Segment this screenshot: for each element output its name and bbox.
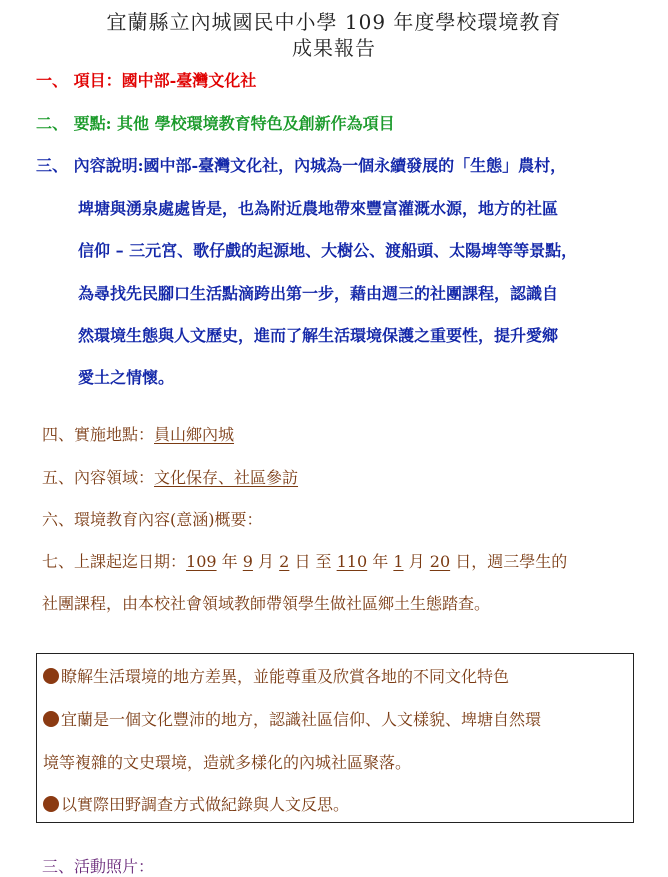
summary-text: 瞭解生活環境的地方差異，並能尊重及欣賞各地的不同文化特色 bbox=[61, 667, 510, 686]
item-description-line: 為尋找先民腳口生活點滴跨出第一步，藉由週三的社團課程，認識自 bbox=[78, 284, 559, 303]
summary-text: 宜蘭是一個文化豐沛的地方，認識社區信仰、人文樣貌、埤塘自然環 bbox=[61, 710, 542, 729]
item-description-line: 信仰 – 三元宮、歌仔戲的起源地、大樹公、渡船頭、太陽埤等等景點， bbox=[78, 241, 578, 260]
summary-text: 以實際田野調查方式做紀錄與人文反思。 bbox=[61, 795, 350, 814]
item-description-line: 三、 內容說明:國中部-臺灣文化社，內城為一個永續發展的「生態」農村， bbox=[36, 156, 567, 175]
item-dates-line2: 社團課程，由本校社會領域教師帶領學生做社區鄉土生態踏查。 bbox=[42, 594, 491, 613]
summary-box bbox=[36, 653, 634, 823]
summary-bullet bbox=[43, 664, 509, 687]
report-title-line2: 成果報告 bbox=[292, 36, 376, 60]
photos-heading: 三、活動照片： bbox=[42, 857, 155, 876]
end-month: 1 bbox=[393, 552, 404, 571]
start-day: 2 bbox=[279, 552, 290, 571]
item-project: 一、 項目：國中部-臺灣文化社 bbox=[36, 71, 257, 90]
item-dates bbox=[42, 549, 567, 572]
dates-text: 日，週三學生的 bbox=[455, 552, 568, 571]
end-day: 20 bbox=[429, 552, 451, 571]
location-label: 四、實施地點： bbox=[42, 425, 155, 444]
dates-label: 七、上課起迄日期： bbox=[42, 552, 187, 571]
item-description-line: 愛土之情懷。 bbox=[78, 368, 175, 387]
summary-bullet bbox=[43, 707, 541, 730]
item-description-line: 然環境生態與人文歷史，進而了解生活環境保護之重要性，提升愛鄉 bbox=[78, 326, 559, 345]
domain-value: 文化保存、社區參訪 bbox=[154, 468, 299, 487]
bullet-dot-icon bbox=[43, 796, 59, 812]
bullet-dot-icon bbox=[43, 668, 59, 684]
summary-text-continued: 境等複雜的文史環境，造就多樣化的內城社區聚落。 bbox=[43, 753, 412, 772]
item-location bbox=[42, 422, 234, 445]
location-value: 員山鄉內城 bbox=[154, 425, 235, 444]
item-key-point: 二、 要點: 其他 學校環境教育特色及創新作為項目 bbox=[36, 114, 395, 133]
end-year: 110 bbox=[336, 552, 368, 571]
bullet-dot-icon bbox=[43, 711, 59, 727]
summary-bullet bbox=[43, 792, 349, 815]
item-domain bbox=[42, 465, 298, 488]
dates-text: 月 bbox=[408, 552, 425, 571]
dates-text: 日 至 bbox=[294, 552, 332, 571]
start-month: 9 bbox=[242, 552, 253, 571]
item-description-line: 埤塘與湧泉處處皆是，也為附近農地帶來豐富灌溉水源，地方的社區 bbox=[78, 199, 559, 218]
item-summary-heading: 六、環境教育內容(意涵)概要： bbox=[42, 510, 263, 529]
dates-text: 年 bbox=[221, 552, 238, 571]
domain-label: 五、內容領域： bbox=[42, 468, 155, 487]
dates-text: 月 bbox=[258, 552, 275, 571]
report-title-line1: 宜蘭縣立內城國民中小學 109 年度學校環境教育 bbox=[106, 10, 562, 34]
start-year: 109 bbox=[186, 552, 217, 571]
dates-text: 年 bbox=[372, 552, 389, 571]
